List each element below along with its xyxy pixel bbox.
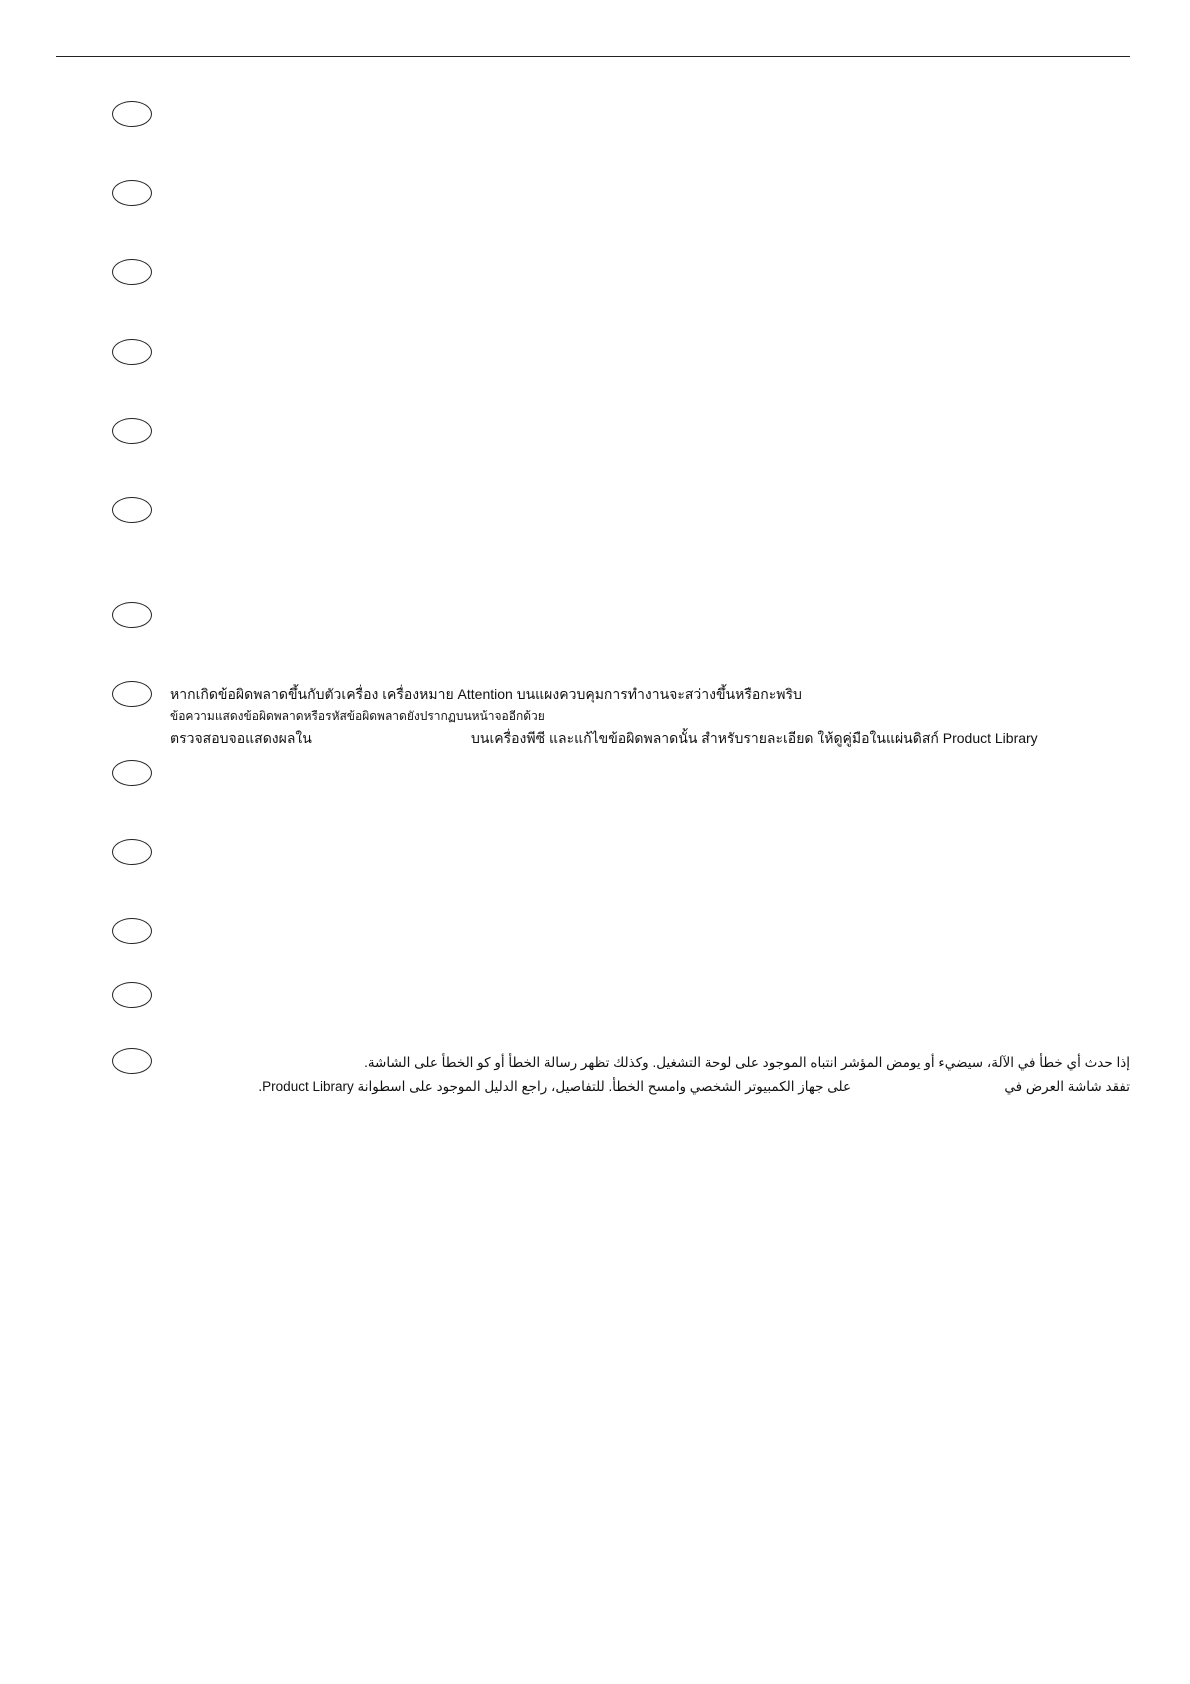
arabic-error-text-line2-start: تفقد شاشة العرض في [1004,1079,1130,1094]
language-marker-10 [112,839,152,865]
thai-error-text-line3-end: บนเครื่องพีซี และแก้ไขข้อผิดพลาดนั้น สำหรับรายละเอียด ให้ดูคู่มือในแผ่นดิสก์ Product Library [471,730,1038,746]
arabic-error-text-line2-end: على جهاز الكمبيوتر الشخصي وامسح الخطأ. للتفاصيل، راجع الدليل الموجود على اسطوانة Product Library. [258,1079,851,1094]
arabic-error-text-line1: إذا حدث أي خطأ في الآلة، سيضيء أو يومض المؤشر انتباه الموجود على لوحة التشغيل. وكذلك تظهر رسالة الخطأ أو كو الخطأ على الشاشة. [364,1055,1130,1070]
thai-error-text-line2: ข้อความแสดงข้อผิดพลาดหรือรหัสข้อผิดพลาดยังปรากฏบนหน้าจออีกด้วย [170,709,545,723]
language-marker-11 [112,918,152,944]
language-marker-9 [112,760,152,786]
language-marker-3 [112,259,152,285]
language-marker-thai [112,681,152,707]
thai-error-text-line3-start: ตรวจสอบจอแสดงผลใน [170,730,312,746]
header-rule [56,56,1130,57]
language-marker-7 [112,602,152,628]
thai-error-text-line1: หากเกิดข้อผิดพลาดขึ้นกับตัวเครื่อง เครื่องหมาย Attention บนแผงควบคุมการทำงานจะสว่างขึ้นหรือกะพริบ [170,686,802,702]
language-marker-12 [112,982,152,1008]
language-marker-1 [112,101,152,127]
language-marker-arabic [112,1048,152,1074]
language-marker-2 [112,180,152,206]
language-marker-6 [112,497,152,523]
language-marker-5 [112,418,152,444]
language-marker-4 [112,339,152,365]
